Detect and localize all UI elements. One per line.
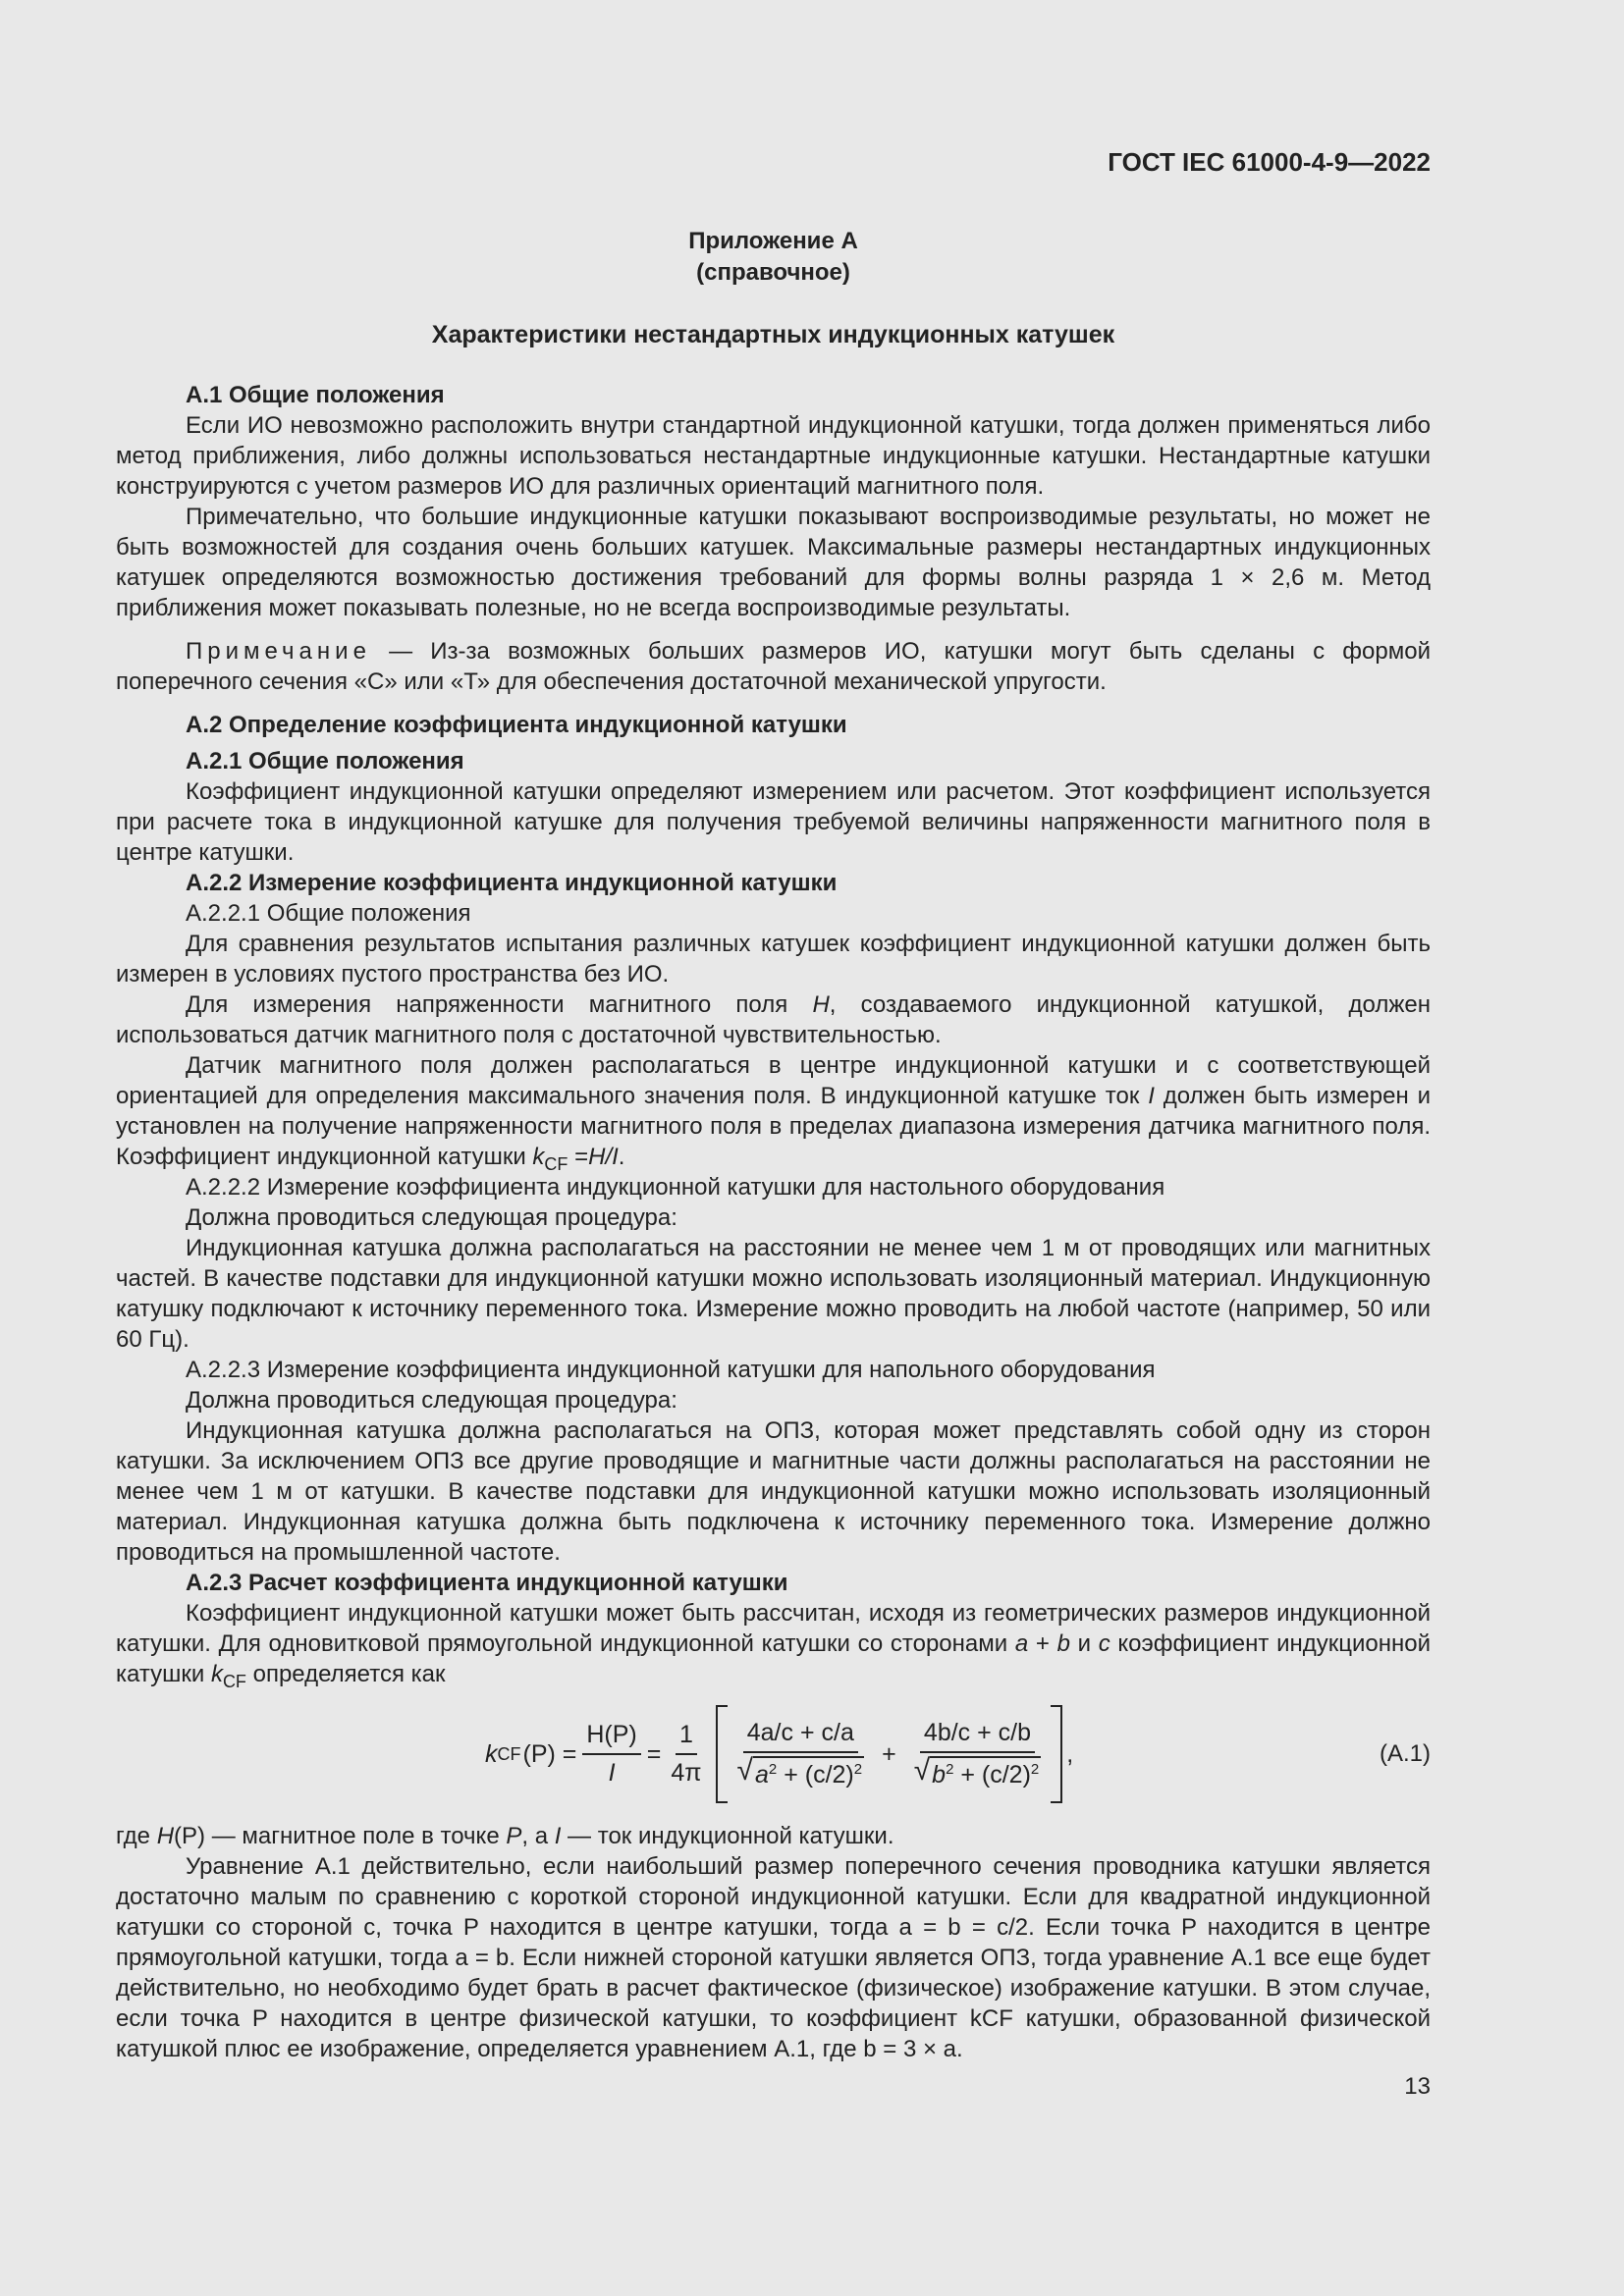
section-heading-a1: А.1 Общие положения [186,382,445,408]
paragraph: Индукционная катушка должна располагаться на ОПЗ, которая может представлять собой одну из сторон катушки. За исключением ОПЗ все другие проводящие и магнитные части должны располагаться на расстоянии не менее чем 1 м от катушки. В качестве подставки для индукционной катушки можно использовать изоляционный материал. Индукционная катушка должна быть подключена к источнику переменного тока. Измерение должно проводиться на промышленной частоте. [116,1417,1431,1566]
paragraph: Для сравнения результатов испытания различных катушек коэффициент индукционной катушки должен быть измерен в условиях пустого пространства без ИО. [116,931,1431,988]
where-line: где H(P) — магнитное поле в точке P, а I — ток индукционной катушки. [116,1823,894,1849]
section-heading-a22: А.2.2 Измерение коэффициента индукционной катушки [186,870,838,896]
paragraph: Должна проводиться следующая процедура: [186,1387,677,1414]
standard-header: ГОСТ IEC 61000-4-9—2022 [1108,147,1431,177]
paragraph: Датчик магнитного поля должен располагаться в центре индукционной катушки и с соответствующей ориентацией для определения максимального значения поля. В индукционной катушке ток I должен быть измерен и установлен на получение напряженности магнитного поля в пределах диапазона измерения датчика магнитного поля. Коэффициент индукционной катушки $k_{CF} =H/I$. [116,1052,1431,1174]
sqrt: √ $b^2 + (c/2)^2$ [913,1754,1040,1789]
paragraph: Индукционная катушка должна располагаться на расстоянии не менее чем 1 м от проводящих или магнитных частей. В качестве подставки для индукционной катушки можно использовать изоляционный материал. Индукционную катушку подключают к источнику переменного тока. Измерение можно проводить на любой частоте (например, 50 или 60 Гц). [116,1235,1431,1353]
right-bracket [1051,1705,1062,1803]
fraction: $\frac{1}{4\pi}$ [671,1721,702,1787]
section-heading-a23: А.2.3 Расчет коэффициента индукционной катушки [186,1570,788,1596]
annex-title: Характеристики нестандартных индукционных катушек [431,321,1115,348]
note-label: Примечание [186,638,371,665]
section-heading-a2: А.2 Определение коэффициента индукционной катушки [186,712,847,738]
section-heading-a222: А.2.2.2 Измерение коэффициента индукционной катушки для настольного оборудования [186,1174,1165,1201]
page-number: 13 [1404,2073,1431,2100]
text-flow [116,380,1431,2064]
paragraph: Примечательно, что большие индукционные катушки показывают воспроизводимые результаты, но может не быть возможностей для создания очень больших катушек. Максимальные размеры нестандартных индукционных катушек определяются возможностью достижения требований для формы волны разряда 1 × 2,6 м. Метод приближения может показывать полезные, но не всегда воспроизводимые результаты. [116,504,1431,621]
fraction: 4b/c + c/b √ $b^2 + (c/2)^2$ [913,1719,1040,1789]
paragraph: Для измерения напряженности магнитного поля H, создаваемого индукционной катушкой, должен использоваться датчик магнитного поля с достаточной чувствительностью. [116,991,1432,1048]
annex-type: (справочное) [696,259,850,286]
section-heading-a21: А.2.1 Общие положения [186,748,464,774]
equation-a1 [116,1699,1431,1809]
paragraph: Уравнение А.1 действительно, если наибольший размер поперечного сечения проводника катушки является достаточно малым по сравнению с короткой стороной индукционной катушки. Если для квадратной индукционной катушки со стороной c, точка P находится в центре катушки, тогда a = b = c/2. Если точка P находится в центре прямоугольной катушки, тогда a = b. Если нижней стороной катушки является ОПЗ, тогда уравнение А.1 все еще будет действительно, но необходимо будет брать в расчет фактическое (физическое) изображение катушки. В этом случае, если точка P находится в центре физической катушки, то коэффициент kCF катушки, образованной физической катушкой плюс ее изображение, определяется уравнением А.1, где b = 3 × a. [116,1853,1431,2062]
paragraph: Должна проводиться следующая процедура: [186,1204,677,1231]
paragraph: Коэффициент индукционной катушки определяют измерением или расчетом. Этот коэффициент используется при расчете тока в индукционной катушке для получения требуемой величины напряженности магнитного поля в центре катушки. [116,778,1431,866]
fraction: 4a/c + c/a √ $a^2 + (c/2)^2$ [736,1719,863,1789]
section-heading-a223: А.2.2.3 Измерение коэффициента индукционной катушки для напольного оборудования [186,1357,1156,1383]
annex-label: Приложение А [688,228,858,254]
note-paragraph [116,636,1431,697]
equation-number: (А.1) [1379,1740,1431,1767]
annex-heading [116,226,1431,289]
paragraph: Если ИО невозможно расположить внутри стандартной индукционной катушки, тогда должен применяться либо метод приближения, либо должны использоваться нестандартные индукционные катушки. Нестандартные катушки конструируются с учетом размеров ИО для различных ориентаций магнитного поля. [116,412,1431,500]
section-heading-a221: А.2.2.1 Общие положения [186,900,471,927]
formula: k CF (P) = $\frac{H(P)}{I}$ = $\frac{1}{4\pi}$ 4a/c + c/a √ $a^2 + (c/2)^2$ + 4b/c + c/b √ $b^2 + (c/2)^2$ , [485,1699,1073,1809]
paragraph: Коэффициент индукционной катушки может быть рассчитан, исходя из геометрических размеров индукционной катушки. Для одновитковой прямоугольной индукционной катушки со сторонами a + b и c коэффициент индукционной катушки $k_{CF}$ определяется как [116,1600,1431,1691]
note-text: — Из-за возможных больших размеров ИО, катушки могут быть сделаны с формой поперечного сечения «С» или «Т» для обеспечения достаточной механической упругости. [116,638,1431,695]
left-bracket [716,1705,728,1803]
sqrt: √ $a^2 + (c/2)^2$ [736,1754,863,1789]
fraction: $\frac{H(P)}{I}$ [582,1720,640,1789]
